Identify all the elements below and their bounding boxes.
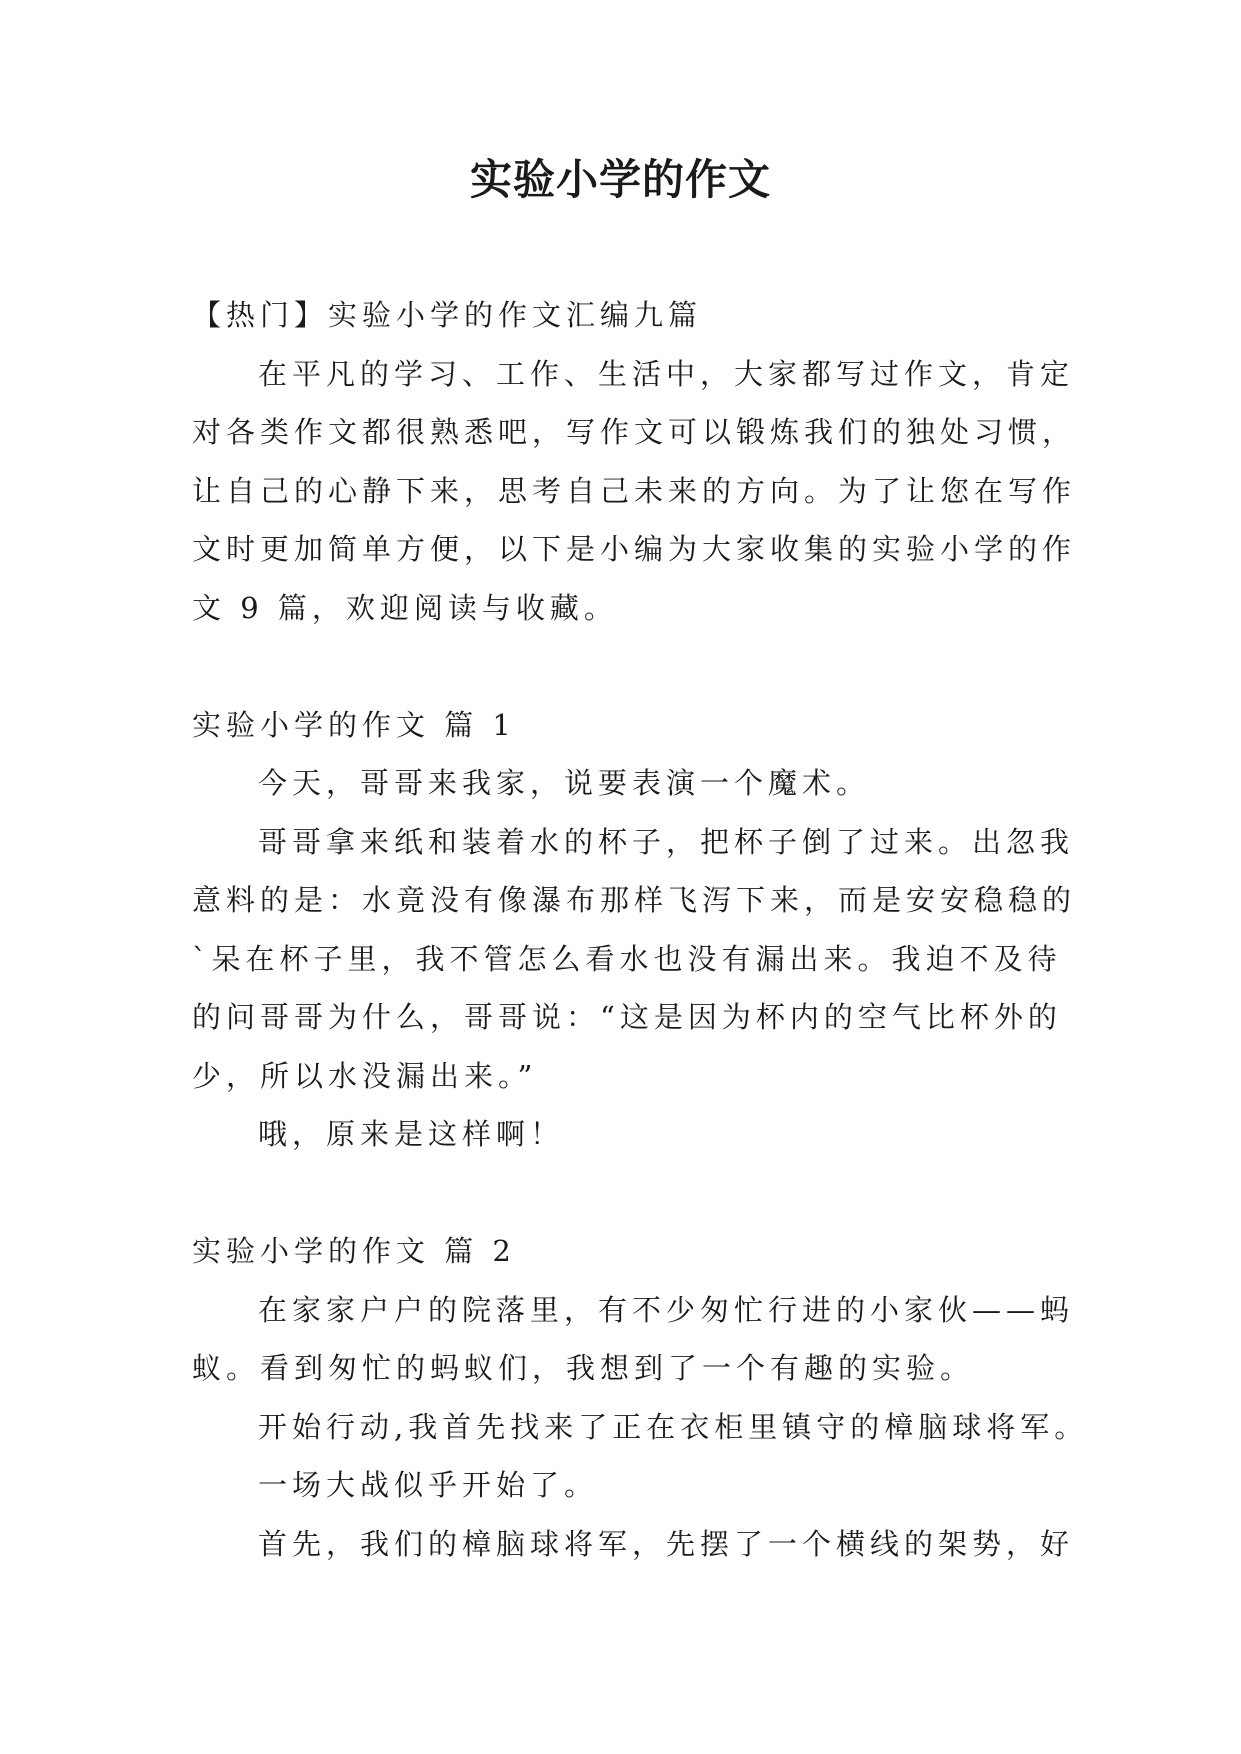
text-line: 少，所以水没漏出来。” <box>192 1058 538 1093</box>
spacer <box>192 637 1058 696</box>
text-line: 文 9 篇，欢迎阅读与收藏。 <box>192 590 618 625</box>
paragraph <box>192 813 1077 1106</box>
spacer <box>192 1164 1058 1223</box>
text-line: 对各类作文都很熟悉吧，写作文可以锻炼我们的独处习惯， <box>192 415 1077 449</box>
text-line: 的问哥哥为什么，哥哥说：“这是因为杯内的空气比杯外的 <box>192 1000 1062 1034</box>
document-body <box>192 286 1089 1573</box>
paragraph: 开始行动,我首先找来了正在衣柜里镇守的樟脑球将军。 <box>258 1409 1089 1444</box>
intro-paragraph <box>192 345 1077 638</box>
section-2 <box>192 1222 1089 1573</box>
paragraph: 一场大战似乎开始了。 <box>258 1468 599 1502</box>
text-line: 文时更加简单方便，以下是小编为大家收集的实验小学的作 <box>192 532 1077 566</box>
text-line: `呆在杯子里，我不管怎么看水也没有漏出来。我迫不及待 <box>192 941 1062 976</box>
text-line: 蚁。看到匆忙的蚂蚁们，我想到了一个有趣的实验。 <box>192 1351 975 1385</box>
paragraph <box>192 1281 1075 1398</box>
text-line: 让自己的心静下来，思考自己未来的方向。为了让您在写作 <box>192 473 1077 508</box>
text-line: 在家家户户的院落里，有不少匆忙行进的小家伙——蚂 <box>258 1292 1075 1327</box>
document-subtitle: 【热门】实验小学的作文汇编九篇 <box>192 298 703 332</box>
paragraph: 哦，原来是这样啊！ <box>258 1117 565 1151</box>
paragraph: 首先，我们的樟脑球将军，先摆了一个横线的架势，好 <box>258 1526 1075 1561</box>
paragraph: 今天，哥哥来我家，说要表演一个魔术。 <box>258 766 871 800</box>
section-1 <box>192 696 1077 1164</box>
text-line: 在平凡的学习、工作、生活中，大家都写过作文，肯定 <box>258 356 1075 391</box>
text-line: 意料的是：水竟没有像瀑布那样飞泻下来，而是安安稳稳的 <box>192 883 1077 917</box>
document-title: 实验小学的作文 <box>469 155 771 204</box>
section-heading: 实验小学的作文 篇 2 <box>192 1234 516 1268</box>
section-heading: 实验小学的作文 篇 1 <box>192 707 516 742</box>
text-line: 哥哥拿来纸和装着水的杯子，把杯子倒了过来。出忽我 <box>258 824 1075 859</box>
